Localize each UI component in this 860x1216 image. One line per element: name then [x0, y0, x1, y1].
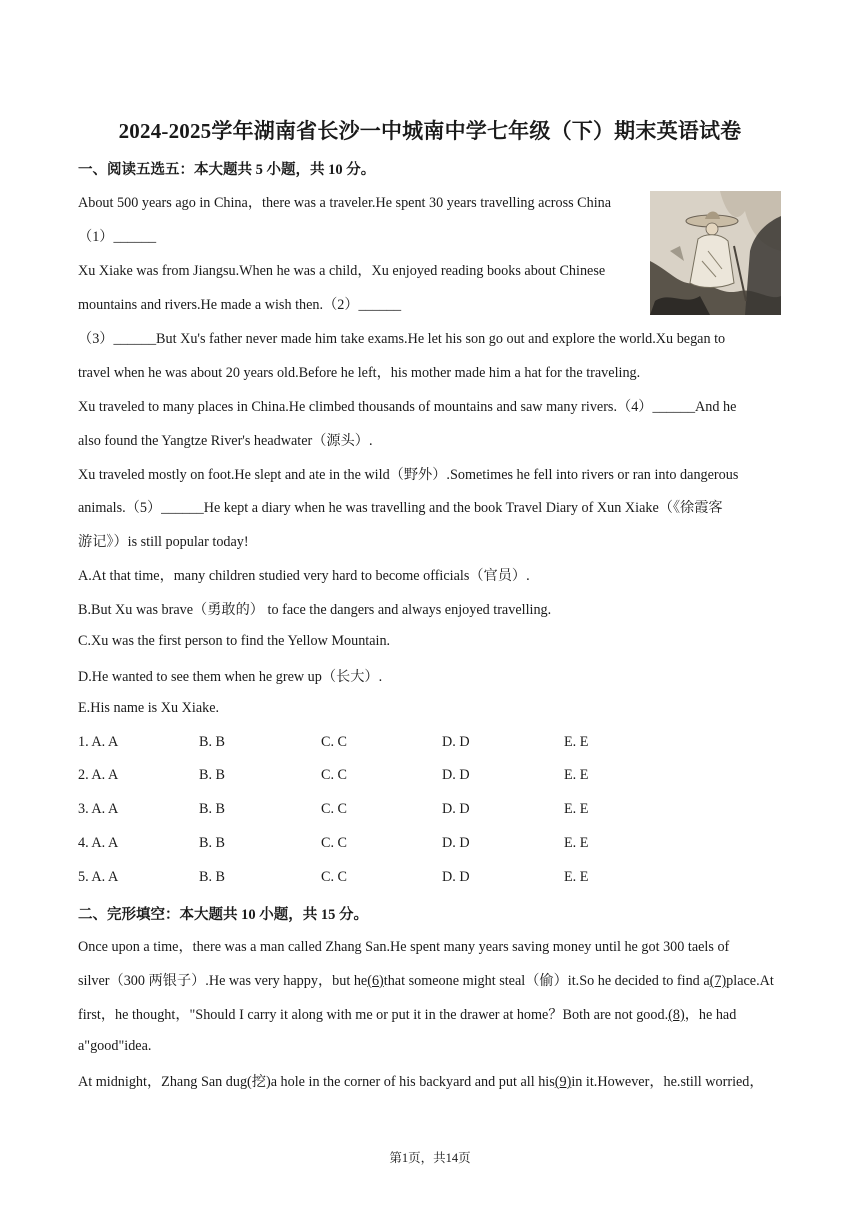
- passage-line-9: Xu traveled mostly on foot.He slept and ate in the wild（野外）.Sometimes he fell into rivers or ran into dangerous: [78, 467, 739, 483]
- cloze-line-4: a"good"idea.: [78, 1038, 152, 1054]
- xu-xiake-painting: [650, 191, 781, 315]
- cloze-text: ，he had: [684, 1007, 737, 1023]
- option-d-text: D.He wanted to see them when he grew up（长大）.: [78, 669, 383, 685]
- choice-a[interactable]: 5. A. A: [78, 869, 119, 885]
- option-c-text: C.Xu was the first person to find the Yellow Mountain.: [78, 633, 391, 649]
- option-b-text: B.But Xu was brave（勇敢的） to face the dangers and always enjoyed travelling.: [78, 602, 552, 618]
- choice-e[interactable]: E. E: [564, 734, 589, 750]
- cloze-text: in it.However，he.still worried，: [571, 1074, 764, 1090]
- blank-9[interactable]: (9): [554, 1074, 572, 1090]
- choice-a[interactable]: 1. A. A: [78, 734, 119, 750]
- cloze-text: At midnight，Zhang San dug(挖)a hole in the corner of his backyard and put all his: [78, 1074, 555, 1090]
- choice-b[interactable]: B. B: [199, 734, 226, 750]
- choice-c[interactable]: C. C: [321, 767, 348, 783]
- page-title: 2024-2025学年湖南省长沙一中城南中学七年级（下）期末英语试卷: [118, 119, 742, 143]
- passage-line-4: mountains and rivers.He made a wish then.（2）______: [78, 297, 402, 313]
- blank-7[interactable]: (7): [709, 973, 727, 989]
- choice-d[interactable]: D. D: [442, 801, 470, 817]
- choice-e[interactable]: E. E: [564, 835, 589, 851]
- passage-line-7: Xu traveled to many places in China.He climbed thousands of mountains and saw many rivers.（4）______And he: [78, 399, 737, 415]
- cloze-line-5: [78, 1071, 764, 1091]
- section1-heading: 一、阅读五选五：本大题共 5 小题，共 10 分。: [78, 162, 376, 178]
- choice-b[interactable]: B. B: [199, 801, 226, 817]
- passage-line-8: also found the Yangtze River's headwater（源头）.: [78, 433, 373, 449]
- choice-b[interactable]: B. B: [199, 835, 226, 851]
- choice-e[interactable]: E. E: [564, 767, 589, 783]
- passage-line-11: 游记》）is still popular today!: [78, 534, 249, 550]
- choice-a[interactable]: 4. A. A: [78, 835, 119, 851]
- cloze-line-3: [78, 1004, 736, 1024]
- choice-d[interactable]: D. D: [442, 835, 470, 851]
- passage-line-10: animals.（5）______He kept a diary when he was travelling and the book Travel Diary of Xun Xiake（《徐霞客: [78, 500, 723, 516]
- cloze-text: first，he thought，"Should I carry it along with me or put it in the drawer at home？Both are not good.: [78, 1007, 669, 1023]
- passage-line-1: About 500 years ago in China，there was a traveler.He spent 30 years travelling across China: [78, 195, 612, 211]
- choice-d[interactable]: D. D: [442, 767, 470, 783]
- choice-c[interactable]: C. C: [321, 835, 348, 851]
- choice-c[interactable]: C. C: [321, 734, 348, 750]
- choice-b[interactable]: B. B: [199, 767, 226, 783]
- option-e-text: E.His name is Xu Xiake.: [78, 700, 220, 716]
- blank-6[interactable]: (6): [367, 973, 384, 989]
- choice-a[interactable]: 2. A. A: [78, 767, 119, 783]
- choice-b[interactable]: B. B: [199, 869, 226, 885]
- passage-line-6: travel when he was about 20 years old.Before he left，his mother made him a hat for the traveling.: [78, 365, 641, 381]
- choice-d[interactable]: D. D: [442, 734, 470, 750]
- passage-line-5: （3）______But Xu's father never made him take exams.He let his son go out and explore the world.Xu began to: [78, 331, 726, 347]
- section2-heading: 二、完形填空：本大题共 10 小题，共 15 分。: [78, 907, 368, 923]
- cloze-text: that someone might steal（偷）it.So he decided to find a: [383, 973, 710, 989]
- painting-image: [650, 191, 781, 315]
- choice-a[interactable]: 3. A. A: [78, 801, 119, 817]
- passage-line-2: （1）______: [78, 229, 157, 245]
- option-a-text: A.At that time，many children studied very hard to become officials（官员）.: [78, 568, 530, 584]
- page-number: 第1页，共14页: [389, 1151, 471, 1165]
- choice-c[interactable]: C. C: [321, 801, 348, 817]
- passage-line-3: Xu Xiake was from Jiangsu.When he was a child，Xu enjoyed reading books about Chinese: [78, 263, 606, 279]
- choice-d[interactable]: D. D: [442, 869, 470, 885]
- blank-8[interactable]: (8): [668, 1007, 685, 1023]
- choice-c[interactable]: C. C: [321, 869, 348, 885]
- cloze-text: silver（300 两银子）.He was very happy，but he: [78, 973, 368, 989]
- choice-e[interactable]: E. E: [564, 869, 589, 885]
- cloze-text: place.At: [726, 973, 774, 989]
- cloze-line-1: Once upon a time，there was a man called Zhang San.He spent many years saving money until he got 300 taels of: [78, 939, 730, 955]
- choice-e[interactable]: E. E: [564, 801, 589, 817]
- cloze-line-2: [78, 970, 774, 990]
